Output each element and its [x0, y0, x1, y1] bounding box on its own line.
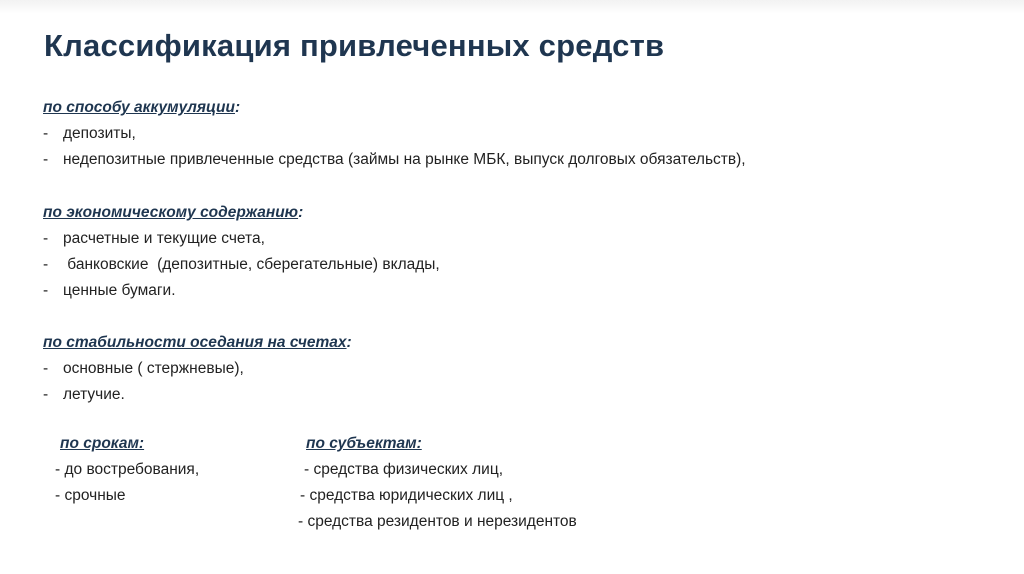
slide-title: Классификация привлеченных средств: [44, 28, 665, 63]
list-item: - основные ( стержневые),: [43, 360, 244, 377]
section-header-colon: :: [346, 334, 352, 351]
section-header-accumulation: [43, 95, 746, 121]
list-item: - ценные бумаги.: [43, 282, 176, 299]
list-item: - расчетные и текущие счета,: [43, 230, 265, 247]
list-item-text: летучие.: [63, 386, 125, 403]
list-item-text: депозиты,: [63, 125, 136, 142]
list-item: - срочные: [55, 487, 126, 504]
list-item: - до востребования,: [55, 461, 200, 478]
top-shade: [0, 0, 1024, 14]
section-by-terms: [55, 431, 199, 509]
section-header-economic: [43, 200, 440, 226]
section-by-economic-content: [43, 200, 440, 304]
list-item-text: банковские (депозитные, сберегательные) вклады,: [63, 256, 440, 273]
section-header-text: по стабильности оседания на счетах: [43, 334, 347, 351]
section-by-subjects: [298, 431, 577, 535]
section-by-accumulation: [43, 95, 746, 173]
list-item: - средства резидентов и нерезидентов: [298, 513, 577, 530]
list-item-text: расчетные и текущие счета,: [63, 230, 265, 247]
section-header-colon: :: [298, 204, 304, 221]
section-header-colon: :: [234, 99, 241, 116]
list-item-text: основные ( стержневые),: [63, 360, 244, 377]
list-item: - средства юридических лиц ,: [300, 487, 513, 504]
list-item-text: ценные бумаги.: [63, 282, 176, 299]
list-item: - средства физических лиц,: [304, 461, 504, 478]
section-header-terms: по срокам:: [60, 435, 145, 452]
section-header-text: по способу аккумуляции: [43, 99, 235, 116]
section-header-stability: [43, 330, 352, 356]
list-item: - летучие.: [43, 386, 125, 403]
section-by-stability: [43, 330, 352, 408]
section-header-subjects: по субъектам:: [306, 435, 422, 452]
section-header-text: по экономическому содержанию: [43, 204, 299, 221]
list-item: - депозиты,: [43, 125, 136, 142]
list-item-text: недепозитные привлеченные средства (займы на рынке МБК, выпуск долговых обязательств),: [63, 151, 746, 168]
list-item: - банковские (депозитные, сберегательные) вклады,: [43, 256, 440, 273]
list-item: - недепозитные привлеченные средства (займы на рынке МБК, выпуск долговых обязательств),: [43, 151, 746, 168]
